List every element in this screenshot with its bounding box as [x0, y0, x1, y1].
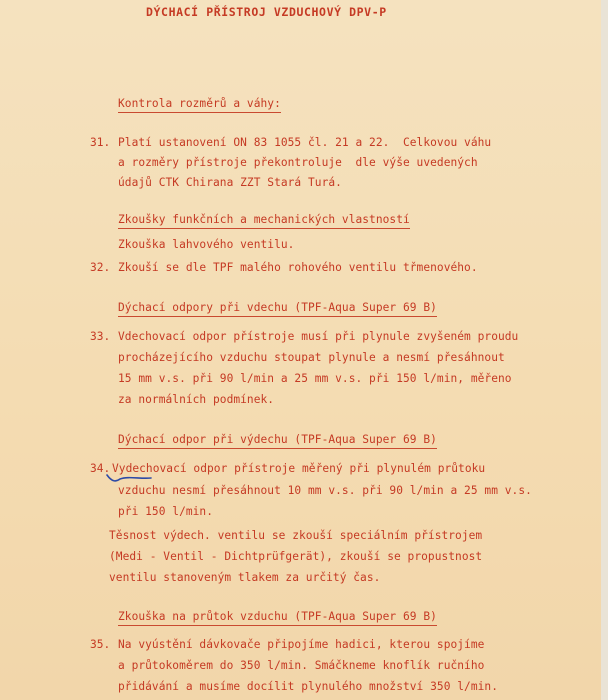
section-heading-airflow-test: Zkouška na průtok vzduchu (TPF-Aqua Super 69 B) [118, 610, 437, 626]
paragraph-35-line-3: přidávání a musíme docílit plynulého množství 350 l/min. [118, 680, 498, 693]
paragraph-34-line-5: (Medi - Ventil - Dichtprüfgerät), zkouší se propustnost [109, 550, 483, 563]
paragraph-32-line-1: Zkouší se dle TPF malého rohového ventilu třmenového. [118, 261, 478, 274]
section-heading-exhalation-resistance: Dýchací odpor při výdechu (TPF-Aqua Super 69 B) [118, 433, 437, 449]
paragraph-33-line-1: Vdechovací odpor přístroje musí při plynule zvyšeném proudu [118, 330, 519, 343]
paragraph-34-line-1: Vydechovací odpor přístroje měřený při plynulém průtoku [112, 462, 486, 475]
section-heading-dimensions: Kontrola rozměrů a váhy: [118, 97, 281, 113]
handwritten-underline [106, 473, 152, 483]
paragraph-31-line-1: Platí ustanovení ON 83 1055 čl. 21 a 22. Celkovou váhu [118, 136, 492, 149]
document-title: DÝCHACÍ PŘÍSTROJ VZDUCHOVÝ DPV-P [146, 5, 387, 19]
paragraph-31-line-3: údajů CTK Chirana ZZT Stará Turá. [118, 176, 342, 189]
paragraph-34-line-6: ventilu stanoveným tlakem za určitý čas. [109, 571, 381, 584]
paragraph-33-line-2: procházejícího vzduchu stoupat plynule a nesmí přesáhnout [118, 351, 505, 364]
paragraph-33-line-3: 15 mm v.s. při 90 l/min a 25 mm v.s. při 150 l/min, měřeno [118, 372, 512, 385]
paragraph-number-32: 32. [90, 261, 111, 274]
paragraph-33-line-4: za normálních podmínek. [118, 393, 275, 406]
paragraph-number-35: 35. [90, 638, 111, 651]
section-heading-inhalation-resistance: Dýchací odpory při vdechu (TPF-Aqua Super 69 B) [118, 301, 437, 317]
page-edge [601, 0, 608, 700]
paragraph-31-line-2: a rozměry přístroje překontroluje dle výše uvedených [118, 156, 478, 169]
paragraph-34-line-3: při 150 l/min. [118, 505, 213, 518]
paragraph-35-line-2: a průtokoměrem do 350 l/min. Smáčkneme knoflík ručního [118, 659, 485, 672]
section-heading-functional-tests: Zkoušky funkčních a mechanických vlastností [118, 213, 410, 229]
paragraph-34-line-4: Těsnost výdech. ventilu se zkouší speciálním přístrojem [109, 529, 483, 542]
subheading-bottle-valve: Zkouška lahvového ventilu. [118, 238, 295, 251]
paragraph-number-33: 33. [90, 330, 111, 343]
paragraph-35-line-1: Na vyústění dávkovače připojíme hadici, kterou spojíme [118, 638, 485, 651]
paragraph-34-line-2: vzduchu nesmí přesáhnout 10 mm v.s. při 90 l/min a 25 mm v.s. [118, 484, 532, 497]
paragraph-number-34: 34. [90, 462, 111, 475]
paragraph-number-31: 31. [90, 136, 111, 149]
